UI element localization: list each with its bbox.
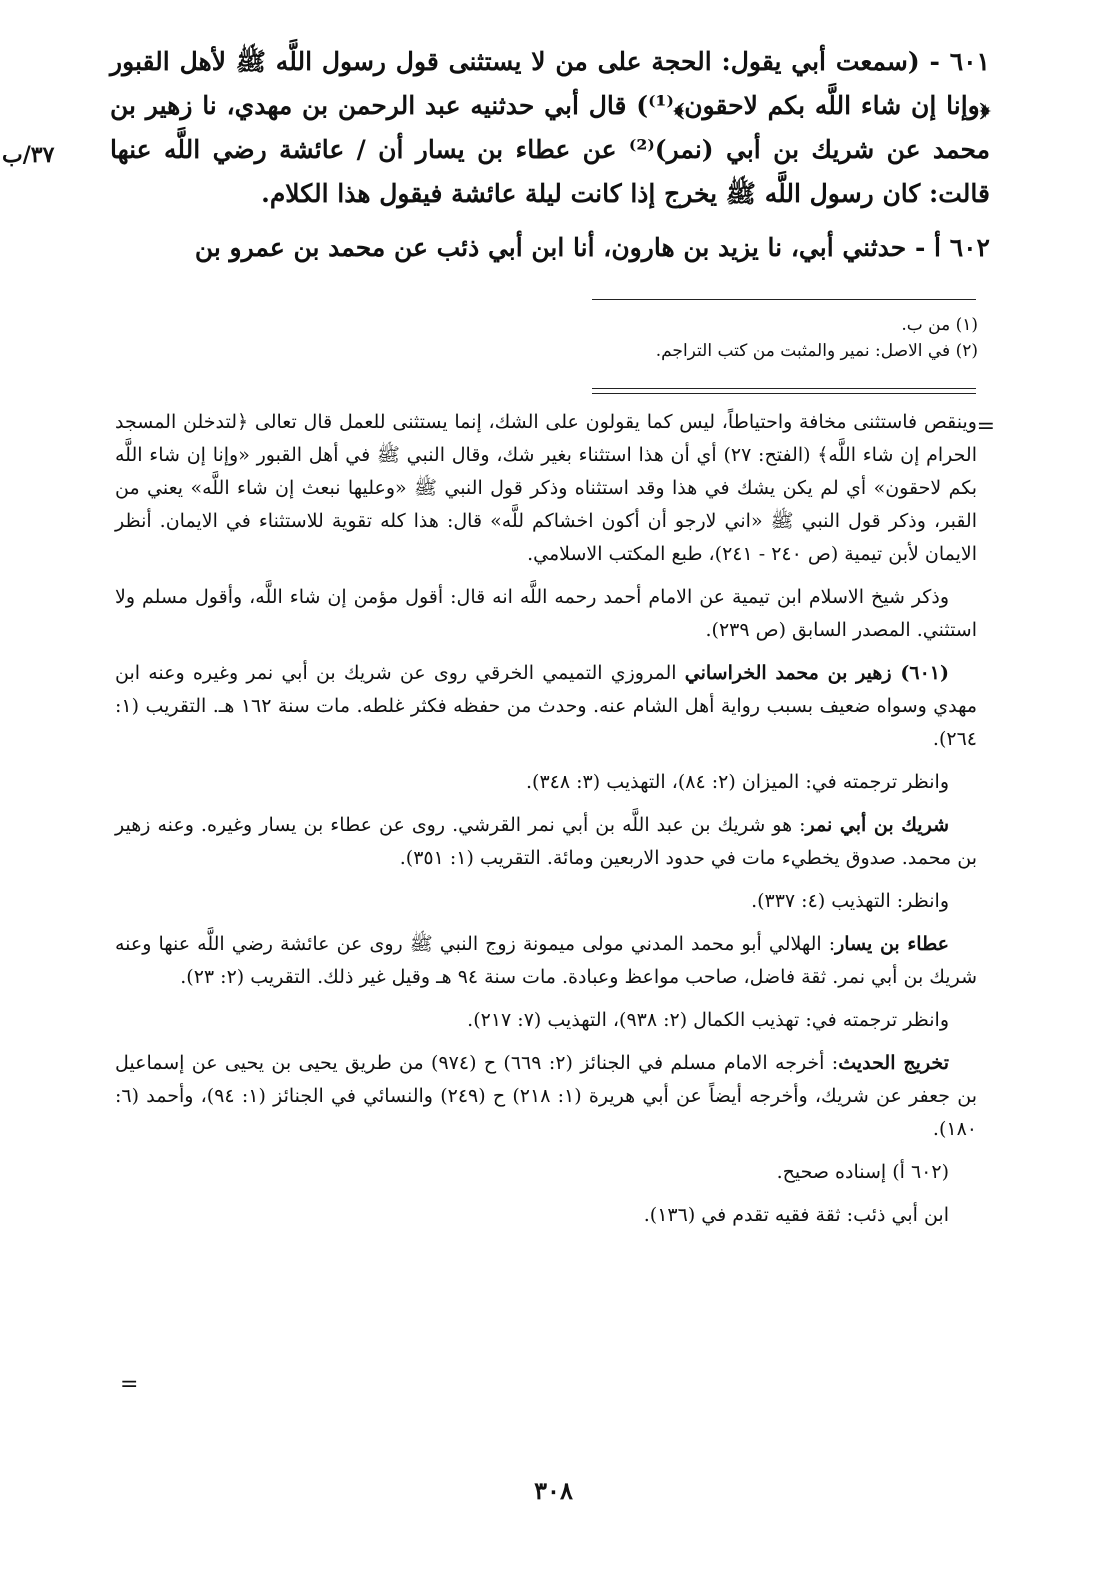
commentary-paragraph: وينقص فاستثنى مخافة واحتياطاً، ليس كما يقولون على الشك، إنما يستثنى للعمل قال تعالى ﴿لتدخلن المسجد الحرام إن شاء اللَّه﴾ (الفتح: ٢٧) أي أن هذا استثناء بغير شك، وقال النبي ﷺ في أهل القبور «وإنا إن شاء اللَّه بكم لاحقون» أي لم يكن يشك في هذا وقد استثناه وذكر قول النبي ﷺ «وعليها نبعث إن شاء اللَّه» يعني من القبر، وذكر قول النبي ﷺ «اني لارجو أن أكون اخشاكم للَّه» قال: هذا كله تقوية للاستثناء في الايمان. أنظر الايمان لأبن تيمية (ص ٢٤٠ - ٢٤١)، طبع المكتب الاسلامي. [115, 411, 977, 565]
commentary-paragraph: (٦٠٢ أ) إسناده صحيح. [776, 1161, 949, 1183]
commentary-paragraph: وذكر شيخ الاسلام ابن تيمية عن الامام أحمد رحمه اللَّه انه قال: أقول مؤمن إن شاء اللَّه، وأقول مسلم ولا استثني. المصدر السابق (ص ٢٣٩). [115, 586, 977, 641]
commentary-paragraph: عطاء بن يسار: الهلالي أبو محمد المدني مولى ميمونة زوج النبي ﷺ روى عن عائشة رضي اللَّه عنها وعنه شريك بن أبي نمر. ثقة فاضل، صاحب مواعظ وعبادة. مات سنة ٩٤ هـ وقيل غير ذلك. التقريب (٢: ٢٣). [115, 933, 977, 988]
commentary-notes [115, 406, 977, 1242]
hadith-602a-start: ٦٠٢ أ - حدثني أبي، نا يزيد بن هارون، أنا ابن أبي ذئب عن محمد بن عمرو بن [194, 233, 990, 262]
commentary-separator-bottom [592, 393, 976, 394]
commentary-paragraph: وانظر ترجمته في: الميزان (٢: ٨٤)، التهذيب (٣: ٣٤٨). [526, 771, 949, 793]
hadith-601: ٦٠١ - (سمعت أبي يقول: الحجة على من لا يستثنى قول رسول اللَّه ﷺ لأهل القبور ﴿وإنا إن شاء اللَّه بكم لاحقون﴾⁽¹⁾) قال أبي حدثنيه عبد الرحمن بن مهدي، نا زهير بن محمد عن شريك بن أبي (نمر)⁽²⁾ عن عطاء بن يسار أن / عائشة رضي اللَّه عنها قالت: كان رسول اللَّه ﷺ يخرج إذا كانت ليلة عائشة فيقول هذا الكلام. [110, 47, 990, 208]
commentary-paragraph: شريك بن أبي نمر: هو شريك بن عبد اللَّه بن أبي نمر القرشي. روى عن عطاء بن يسار وغيره. وعنه زهير بن محمد. صدوق يخطيء مات في حدود الاربعين ومائة. التقريب (١: ٣٥١). [115, 814, 977, 869]
commentary-paragraph: تخريج الحديث: أخرجه الامام مسلم في الجنائز (٢: ٦٦٩) ح (٩٧٤) من طريق يحيى بن يحيى عن إسماعيل بن جعفر عن شريك، وأخرجه أيضاً عن أبي هريرة (١: ٢١٨) ح (٢٤٩) والنسائي في الجنائز (١: ٩٤)، وأحمد (٦: ١٨٠). [115, 1052, 977, 1140]
commentary-paragraph: وانظر ترجمته في: تهذيب الكمال (٢: ٩٣٨)، التهذيب (٧: ٢١٧). [467, 1009, 949, 1031]
commentary-paragraph: وانظر: التهذيب (٤: ٣٣٧). [751, 890, 949, 912]
continuation-mark: = [976, 414, 995, 439]
footnote-2: (٢) في الاصل: نمير والمثبت من كتب التراجم. [655, 341, 978, 361]
manuscript-folio-note: ٣٧/ب [2, 142, 55, 168]
commentary-paragraph: ابن أبي ذئب: ثقة فقيه تقدم في (١٣٦). [643, 1204, 949, 1226]
main-text [110, 40, 990, 280]
page-number: ٣٠٨ [534, 1476, 573, 1505]
commentary-paragraph: (٦٠١) زهير بن محمد الخراساني المروزي التميمي الخرقي روى عن شريك بن أبي نمر وغيره وعنه ابن مهدي وسواه ضعيف بسبب رواية أهل الشام عنه. وحدث من حفظه فكثر غلطه. مات سنة ١٦٢ هـ. التقريب (١: ٢٦٤). [115, 662, 978, 750]
footnote-1: (١) من ب. [901, 315, 978, 335]
commentary-separator-top [592, 388, 976, 389]
footnote-separator [592, 299, 976, 300]
continuation-mark-bottom: = [120, 1372, 139, 1397]
footnotes [110, 312, 978, 364]
